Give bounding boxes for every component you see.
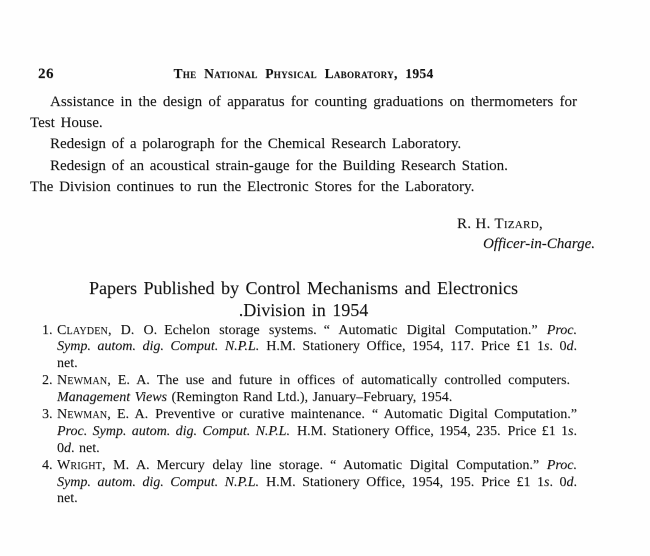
list-item bbox=[30, 323, 577, 373]
item-text: Newman, E. A. Preventive or curative maintenance. “ Automatic Digital Computation.” Proc. Symp. autom. dig. Comput. N.P.L. H.M. Stationery Office, 1954, 235. Price £1 1s. 0d. net. bbox=[57, 407, 577, 456]
publication-list bbox=[30, 323, 577, 509]
paragraph: Assistance in the design of apparatus for counting graduations on thermometers for Test House. bbox=[30, 94, 577, 131]
signature-block bbox=[30, 214, 595, 255]
paragraph: Redesign of a polarograph for the Chemical Research Laboratory. bbox=[50, 136, 462, 152]
item-text: Clayden, D. O. Echelon storage systems. “ Automatic Digital Computation.” Proc. Symp. autom. dig. Comput. N.P.L. H.M. Stationery Office, 1954, 117. Price £1 1s. 0d. net. bbox=[57, 322, 577, 371]
list-item bbox=[30, 407, 577, 457]
item-number: 3. bbox=[42, 407, 53, 423]
signature-role: Officer-in-Charge. bbox=[482, 236, 595, 252]
paragraph: Redesign of an acoustical strain-gauge for the Building Research Station. bbox=[50, 157, 508, 174]
section-title bbox=[30, 277, 577, 321]
signature-name: R. H. Tizard, bbox=[457, 215, 543, 232]
item-text: Wright, M. A. Mercury delay line storage. “ Automatic Digital Computation.” Proc. Symp. autom. dig. Comput. N.P.L. H.M. Stationery Office, 1954, 195. Price £1 1s. 0d. net. bbox=[57, 458, 577, 507]
item-number: 2. bbox=[42, 373, 53, 389]
list-item bbox=[30, 373, 577, 406]
item-text: Newman, E. A. The use and future in offices of automatically controlled computers. Management Views (Remington Rand Ltd.), January–February, 1954. bbox=[57, 373, 577, 405]
item-number: 4. bbox=[42, 458, 53, 474]
page-number: 26 bbox=[38, 66, 54, 82]
running-head: The National Physical Laboratory, 1954 bbox=[173, 66, 434, 81]
paragraph: The Division continues to run the Electronic Stores for the Laboratory. bbox=[30, 179, 475, 195]
page-header bbox=[30, 66, 577, 84]
item-number: 1. bbox=[42, 322, 53, 338]
list-item bbox=[30, 458, 577, 508]
section-title-line2: .Division in 1954 bbox=[238, 299, 369, 320]
section-title-line1: Papers Published by Control Mechanisms and Electronics bbox=[89, 277, 518, 298]
